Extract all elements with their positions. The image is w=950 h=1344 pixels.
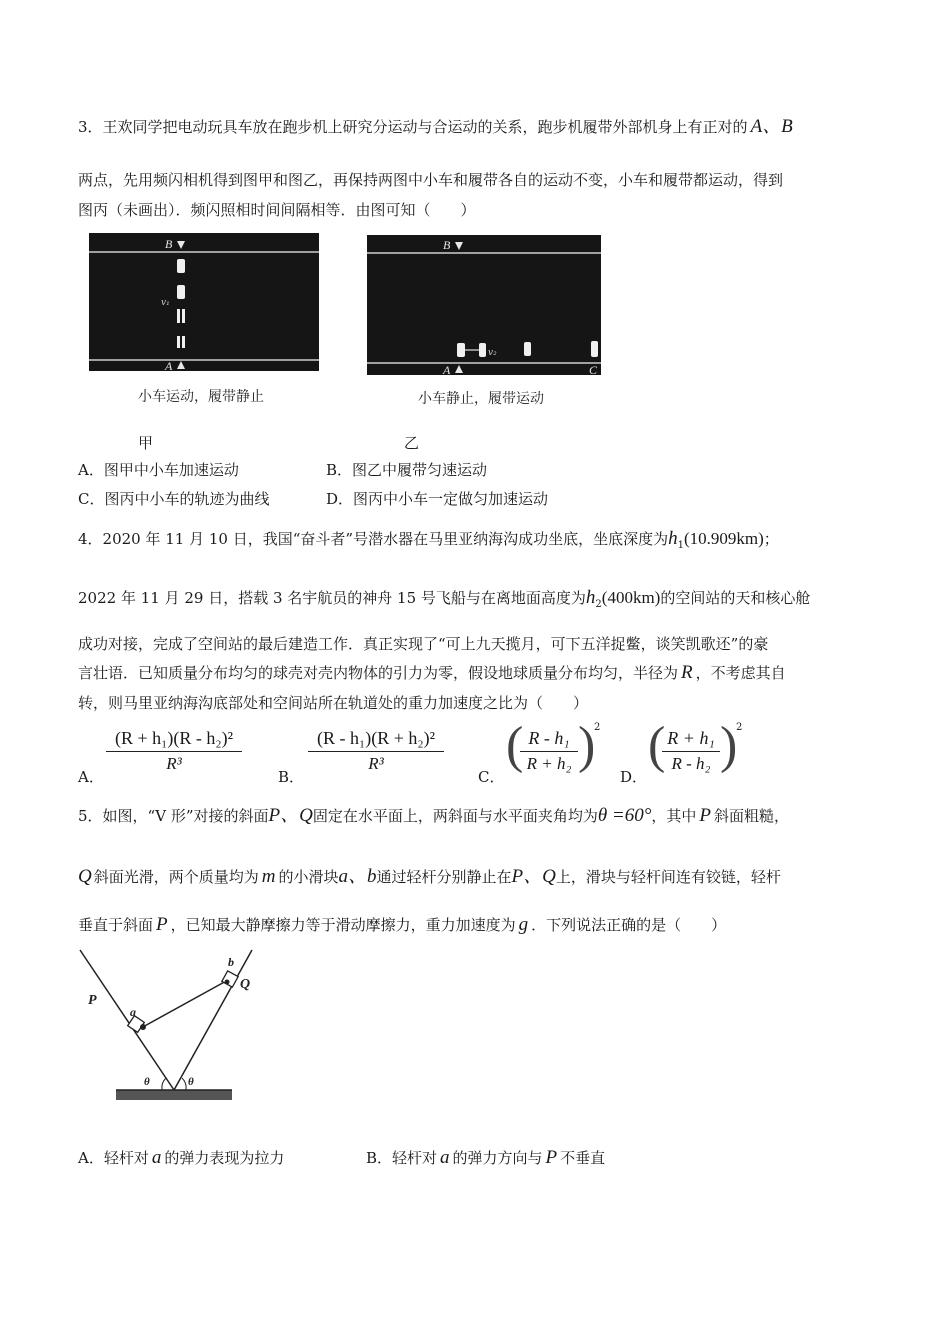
q3-jia-car-2	[177, 285, 185, 299]
q3-figure-jia-drawing	[89, 233, 319, 371]
q4-h1-symbol: h	[668, 528, 678, 549]
q5-hinge-b	[225, 980, 230, 985]
q3-jia-car-3b	[182, 309, 185, 323]
q5-line2: Q 斜面光滑，两个质量均为 m 的小滑块a、b通过轻杆分别静止在P、Q上，滑块与轻杆间连有铰链，轻杆	[78, 866, 781, 887]
q3-yi-A-marker	[455, 365, 463, 373]
q3-option-d[interactable]: D．图丙中小车一定做匀加速运动	[326, 490, 549, 508]
q4-line3: 成功对接，完成了空间站的最后建造工作．真正实现了“可上九天揽月，可下五洋捉鳖，谈笑凯歌还”的豪	[78, 635, 769, 653]
q5-option-a[interactable]: A．轻杆对 a 的弹力表现为拉力	[78, 1147, 285, 1168]
q4-option-d-fraction: R + h₁ R - h₂	[662, 728, 720, 774]
q3-line1: 3．王欢同学把电动玩具车放在跑步机上研究分运动与合运动的关系，跑步机履带外部机身上有正对的 A、B	[78, 116, 793, 137]
q3-jia-car-1	[177, 259, 185, 273]
q5-figure-drawing	[78, 946, 268, 1106]
q3-yi-B-marker	[455, 242, 463, 250]
q5-hinge-a	[140, 1024, 146, 1030]
q3-option-b[interactable]: B．图乙中履带匀速运动	[326, 461, 488, 479]
q3-yi-car-1	[457, 343, 465, 357]
q3-jia-car-3a	[177, 309, 180, 323]
q3-option-a[interactable]: A．图甲中小车加速运动	[78, 461, 239, 479]
q3-jia-A-label: A	[165, 359, 173, 371]
q5-figure	[78, 946, 268, 1106]
q5-light-rod	[141, 980, 228, 1028]
q5-theta-math: θ =60°	[597, 805, 652, 826]
q3-yi-C-label: C	[589, 363, 598, 375]
q4-option-b[interactable]: B． (R - h₁)(R + h₂)² R³	[278, 728, 458, 788]
q5-line3: 垂直于斜面 P ，已知最大静摩擦力等于滑动摩擦力，重力加速度为 g ．下列说法正确的是（ ）	[78, 914, 727, 935]
q5-m-math: m	[261, 866, 276, 887]
q3-jia-car-4a	[177, 336, 180, 348]
q4-line5: 转，则马里亚纳海沟底部处和空间站所在轨道处的重力加速度之比为（ ）	[78, 694, 589, 712]
q4-option-a-fraction: (R + h₁)(R - h₂)² R³	[106, 728, 242, 774]
q5-label-P: P	[88, 993, 97, 1008]
q3-jia-B-marker	[177, 241, 185, 249]
q3-line2: 两点，先用频闪相机得到图甲和图乙，再保持两图中小车和履带各自的运动不变，小车和履带都运动，得到	[78, 171, 784, 189]
q3-yi-car-2	[479, 343, 486, 357]
q4-h2-value: (400km)	[601, 588, 661, 607]
q3-option-c[interactable]: C．图丙中小车的轨迹为曲线	[78, 490, 270, 508]
q4-line2: 2022 年 11 月 29 日，搭载 3 名宇航员的神舟 15 号飞船与在离地面高度为$h_2(400km)$的空间站的天和核心舱	[78, 587, 811, 610]
q5-g-math: g	[518, 914, 529, 935]
q4-option-d-exponent: 2	[736, 722, 743, 733]
q4-option-a[interactable]: A． (R + h₁)(R - h₂)² R³	[78, 728, 258, 788]
q5-ground	[116, 1090, 232, 1100]
q3-figure-jia-label: 甲	[138, 434, 154, 452]
q3-line3: 图丙（未画出）．频闪照相时间间隔相等．由图可知（ ）	[78, 201, 476, 219]
q4-line1: 4．2020 年 11 月 10 日，我国“奋斗者”号潜水器在马里亚纳海沟成功坐底，坐底深度为$h_1(10.909km)$；	[78, 528, 779, 551]
q3-figure-yi-caption: 小车静止，履带运动	[418, 391, 544, 407]
q3-yi-B-label: B	[443, 238, 451, 252]
q4-h1-value: (10.909km)	[683, 529, 764, 548]
q5-PQ-math: P、Q	[268, 805, 313, 826]
q5-incline-q	[174, 950, 252, 1090]
q4-option-b-fraction: (R - h₁)(R + h₂)² R³	[308, 728, 444, 774]
q3-figure-yi-photo	[367, 235, 601, 375]
q3-figure-yi-drawing	[367, 235, 601, 375]
q3-jia-car-4b	[182, 336, 185, 348]
q5-label-theta-right: θ	[188, 1076, 194, 1088]
q5-option-b[interactable]: B．轻杆对 a 的弹力方向与 P 不垂直	[366, 1147, 606, 1168]
q4-option-c-exponent: 2	[594, 722, 601, 733]
q3-yi-v2-label: v₂	[488, 348, 497, 358]
q3-jia-B-label: B	[165, 237, 173, 251]
q3-figure-jia-photo	[89, 233, 319, 371]
q4-option-c[interactable]: C． ( R - h₁ R + h₂ ) 2	[478, 717, 601, 786]
q5-label-theta-left: θ	[144, 1076, 150, 1088]
q4-option-d[interactable]: D． ( R + h₁ R - h₂ ) 2	[620, 717, 743, 786]
q3-yi-A-label: A	[443, 363, 451, 375]
q5-block-b	[222, 971, 238, 987]
q5-line1: 5．如图，“V 形”对接的斜面P、Q固定在水平面上，两斜面与水平面夹角均为θ =60°，其中 P 斜面粗糙，	[78, 805, 789, 826]
q5-ab-math: a、b	[338, 866, 377, 887]
q4-R-symbol: R	[681, 662, 693, 683]
q4-line4: 言壮语．已知质量分布均匀的球壳对壳内物体的引力为零，假设地球质量分布均匀，半径为 R ，不考虑其自	[78, 662, 786, 683]
q4-option-c-fraction: R - h₁ R + h₂	[520, 728, 578, 774]
q3-yi-car-4	[591, 341, 598, 357]
q3-jia-A-marker	[177, 361, 185, 369]
q3-AB-math: A、B	[750, 116, 793, 137]
q5-label-Q: Q	[240, 977, 251, 992]
q3-figure-yi-label: 乙	[404, 434, 420, 452]
q3-figure-jia-caption: 小车运动，履带静止	[138, 389, 264, 405]
q5-incline-p	[80, 950, 174, 1090]
q5-label-b: b	[228, 955, 234, 969]
q4-h2-symbol: h	[585, 587, 596, 608]
q3-jia-v1-label: v₁	[161, 298, 170, 308]
q3-yi-car-3	[524, 342, 531, 356]
q5-label-a: a	[130, 1005, 136, 1019]
